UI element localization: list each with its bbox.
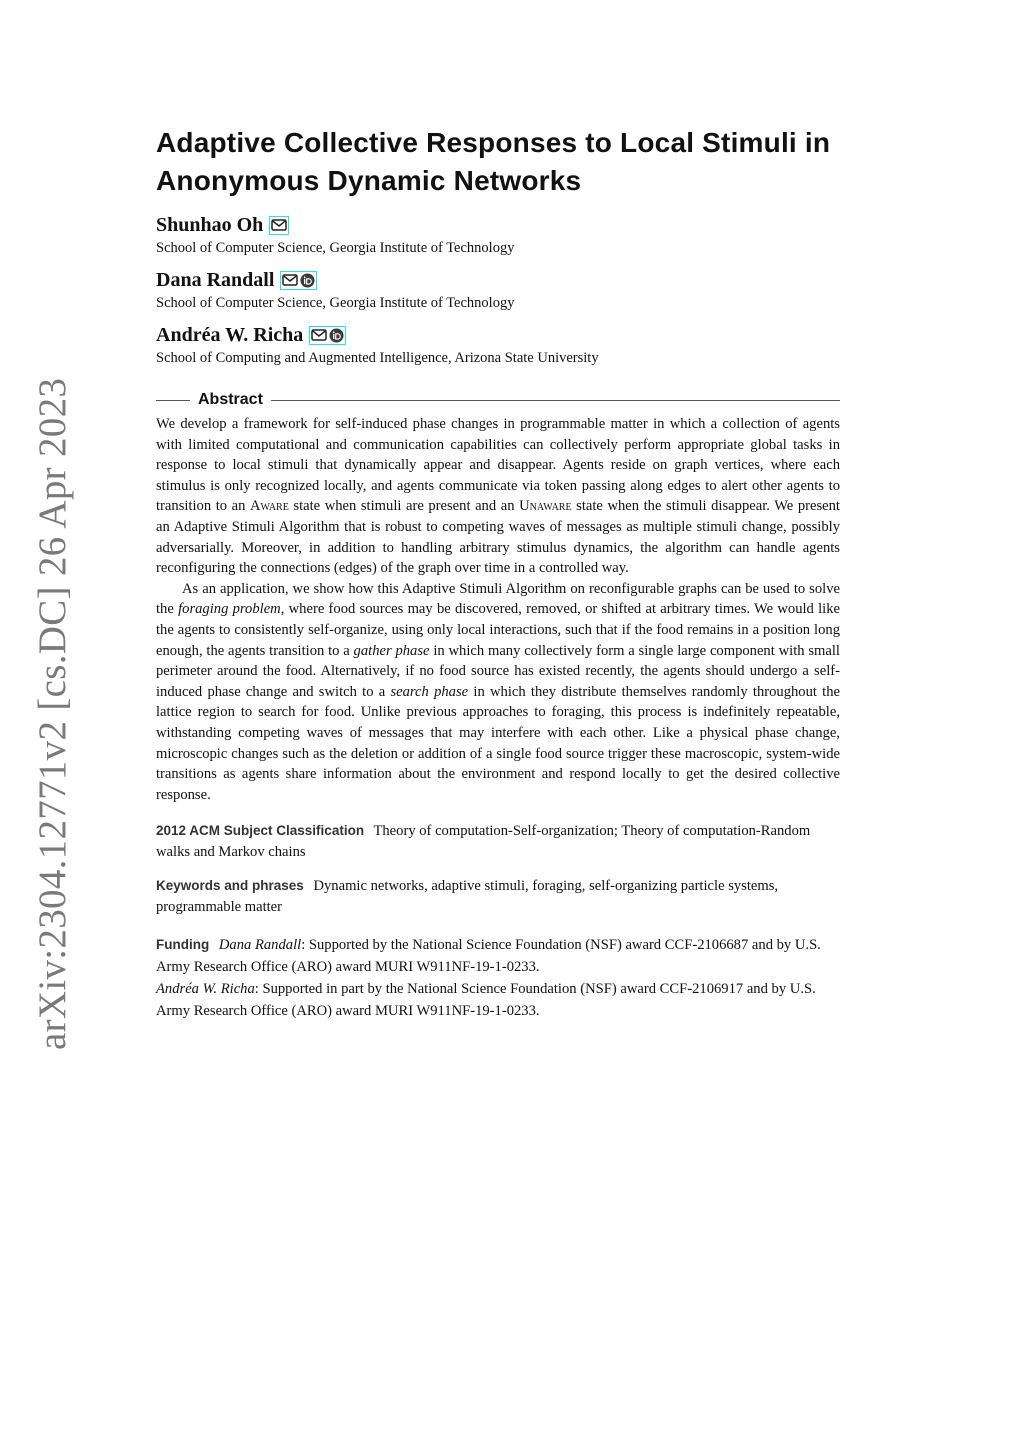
author-link-box [280,271,317,290]
author-affiliation: School of Computer Science, Georgia Institute of Technology [156,295,515,311]
email-link[interactable] [311,329,327,341]
envelope-icon [271,219,287,231]
acm-label: 2012 ACM Subject Classification [156,823,365,839]
author-name: Dana Randall [156,269,275,291]
email-link[interactable] [282,274,298,286]
abstract-heading [156,390,840,410]
paper-title [156,124,840,200]
paper-front-matter [156,124,840,1022]
abstract-paragraph-2 [156,579,840,806]
author-affiliation: School of Computing and Augmented Intelligence, Arizona State University [156,350,599,366]
author-block [156,322,840,368]
author-name-row [156,267,318,293]
funding-name: Andréa W. Richa [156,980,255,997]
author-block [156,267,840,313]
author-name: Andréa W. Richa [156,324,304,346]
keywords [156,876,840,917]
envelope-icon [282,274,298,286]
funding-label: Funding [156,936,210,952]
heading-rule-right [271,400,840,401]
email-link[interactable] [269,216,289,235]
unaware-term: Unaware [519,498,572,515]
acm-text: Theory of computation-Self-organization; Theory of computation-Random walks and Markov chains [156,823,811,860]
aware-term: Aware [249,498,289,515]
author-name-row [156,322,347,348]
funding [156,934,840,1022]
text-run: in which they distribute themselves randomly throughout the lattice region to search for food. Unlike previous approaches to foraging, this process is indefinitely repeatable, withstanding competing waves of messages that may interfere with each other. Like a physical phase change, microscopic changes such as the deletion or addition of a single food source trigger these macroscopic, system-wide transitions as agents share information about the environment and respond locally to get the desired collective response. [156,683,841,803]
keywords-text: Dynamic networks, adaptive stimuli, foraging, self-organizing particle systems, programmable matter [156,878,779,916]
heading-rule-left [156,400,190,401]
author-name: Shunhao Oh [156,214,264,236]
search-term: search phase [390,683,469,700]
text-run: state when the stimuli disappear. We present an Adaptive Stimuli Algorithm that is robust to competing waves of messages as multiple stimuli change, possibly adversarially. Moreover, in addition to handling arbitrary stimulus dynamics, the algorithm can handle agents reconfiguring the connections (edges) of the graph over time in a controlled way. [156,498,840,577]
text-run: As an application, we show how this Adaptive Stimuli Algorithm on reconfigurable graphs can be used to solve the [156,580,840,618]
text-run: We develop a framework for self-induced phase changes in programmable matter in which a collection of agents with limited computational and communication capabilities can collectively perform appropriate global tasks in response to local stimuli that dynamically appear and disappear. Agents reside on graph vertices, where each stimulus is only recognized locally, and agents communicate via token passing along edges to alert other agents to transition to an [156,416,840,515]
abstract-label: Abstract [198,391,263,408]
orcid-link[interactable] [300,273,315,288]
orcid-icon [300,273,315,288]
funding-text: : Supported by the National Science Foundation (NSF) award CCF-2106687 and by U.S. Army Research Office (ARO) award MURI W911NF-19-1-0233. [156,936,821,975]
abstract-paragraph-1 [156,414,840,579]
text-run: state when stimuli are present and an [288,498,520,515]
orcid-icon [329,328,344,343]
funding-name: Dana Randall [218,936,302,953]
gather-term: gather phase [353,642,430,659]
keywords-label: Keywords and phrases [156,878,304,894]
arxiv-identifier: arXiv:2304.12771v2 [cs.DC] 26 Apr 2023 [31,377,74,1050]
author-block [156,212,840,258]
envelope-icon [311,329,327,341]
author-name-row [156,212,290,238]
foraging-term: foraging problem [178,601,281,618]
acm-classification [156,821,840,862]
title-line-2: Anonymous Dynamic Networks [156,165,582,196]
author-link-box [309,326,346,345]
orcid-link[interactable] [329,328,344,343]
text-run: , where food sources may be discovered, removed, or shifted at arbitrary times. We would like the agents to consistently self-organize, using only local interactions, such that if the food remains in a position long enough, the agents transition to a [156,601,840,659]
text-run: in which many collectively form a single large component with small perimeter around the food. Alternatively, if no food source has existed recently, the agents should undergo a self-induced phase change and switch to a [156,642,840,700]
funding-text: : Supported in part by the National Science Foundation (NSF) award CCF-2106917 and by U.S. Army Research Office (ARO) award MURI W911NF-19-1-0233. [156,980,816,1019]
author-affiliation: School of Computer Science, Georgia Institute of Technology [156,240,515,256]
title-line-1: Adaptive Collective Responses to Local Stimuli in [156,127,831,158]
